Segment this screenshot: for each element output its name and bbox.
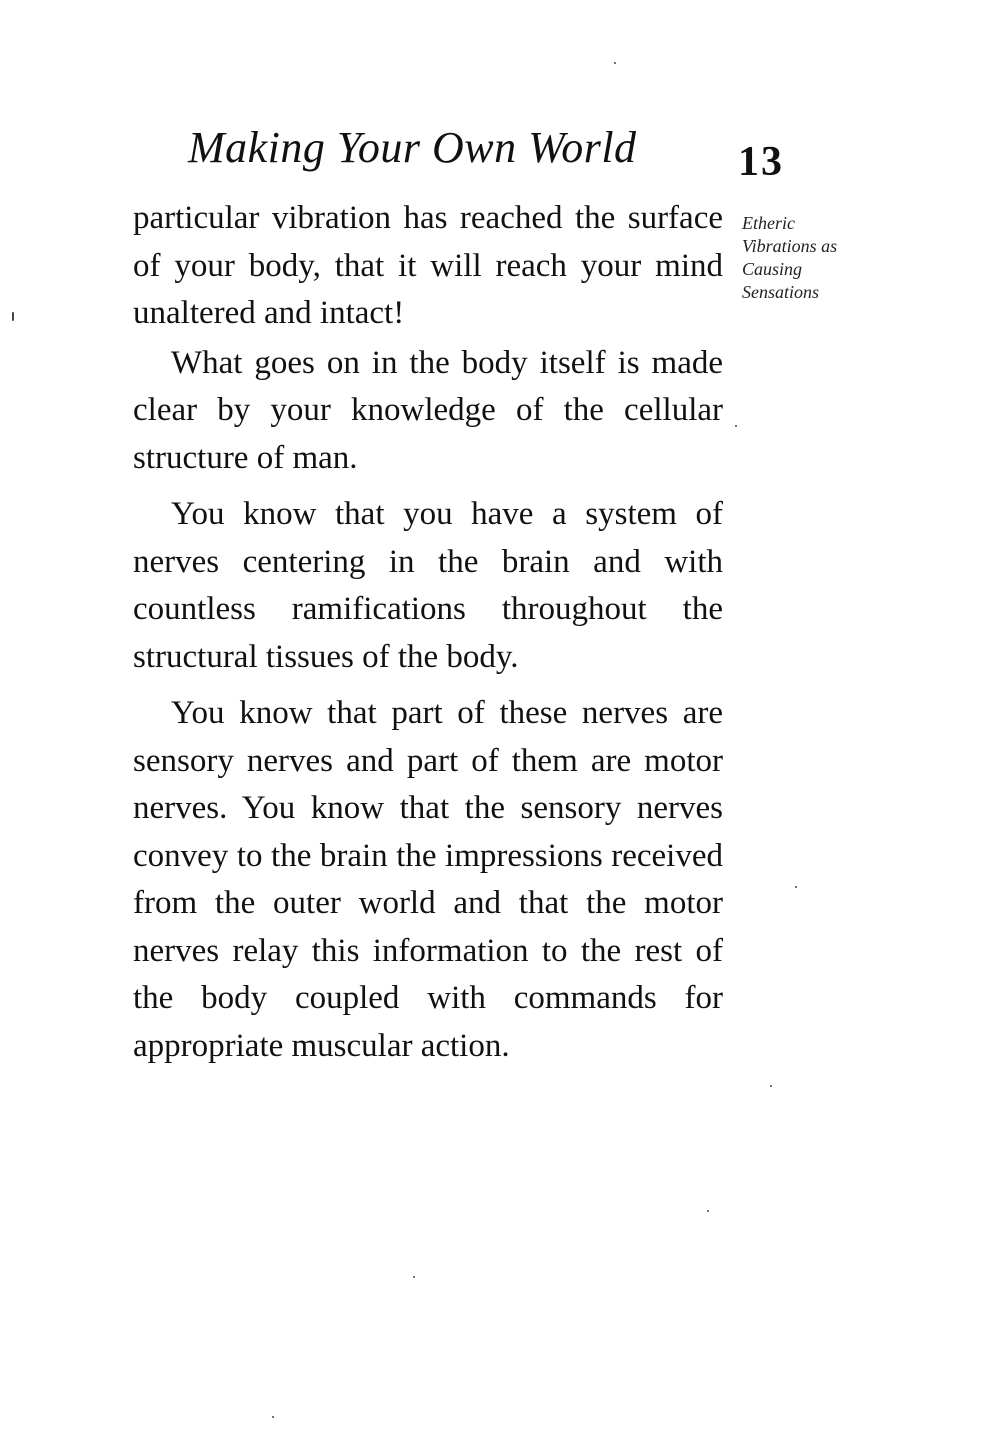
margin-note: [742, 212, 902, 304]
scan-speck: [614, 62, 616, 64]
page-number: 13: [738, 139, 784, 185]
scan-speck: [272, 1416, 274, 1418]
paragraph-sensory-motor-nerves: You know that part of these nerves are sensory nerves and part of them are motor nerves. You know that the sensory nerves convey to the brain the impressions received from the outer world and that the motor nerves relay this information to the rest of the body coupled with commands for appropriate muscular action.: [133, 695, 723, 1064]
scan-speck: [770, 1085, 772, 1087]
paragraph-continued: particular vibration has reached the surface of your body, that it will reach your mind unaltered and intact!: [133, 200, 723, 331]
paragraph-body-cellular-structure: What goes on in the body itself is made clear by your knowledge of the cellular structure of man.: [133, 344, 723, 476]
scan-speck: [735, 425, 737, 427]
margin-note-line: Etheric: [742, 213, 795, 233]
margin-note-line: Vibrations as: [742, 236, 838, 256]
running-title: Making Your Own World: [188, 123, 637, 172]
paragraph-nervous-system: You know that you have a system of nerves centering in the brain and with countless ramifications throughout the structural tissues of the body.: [133, 496, 723, 675]
margin-note-line: Sensations: [742, 282, 820, 302]
scan-speck: [795, 886, 797, 888]
scan-speck: [707, 1210, 709, 1212]
body-text: [133, 195, 723, 1070]
margin-note-line: Causing: [742, 259, 803, 279]
scan-speck: [413, 1276, 415, 1278]
scan-speck: [12, 312, 14, 321]
